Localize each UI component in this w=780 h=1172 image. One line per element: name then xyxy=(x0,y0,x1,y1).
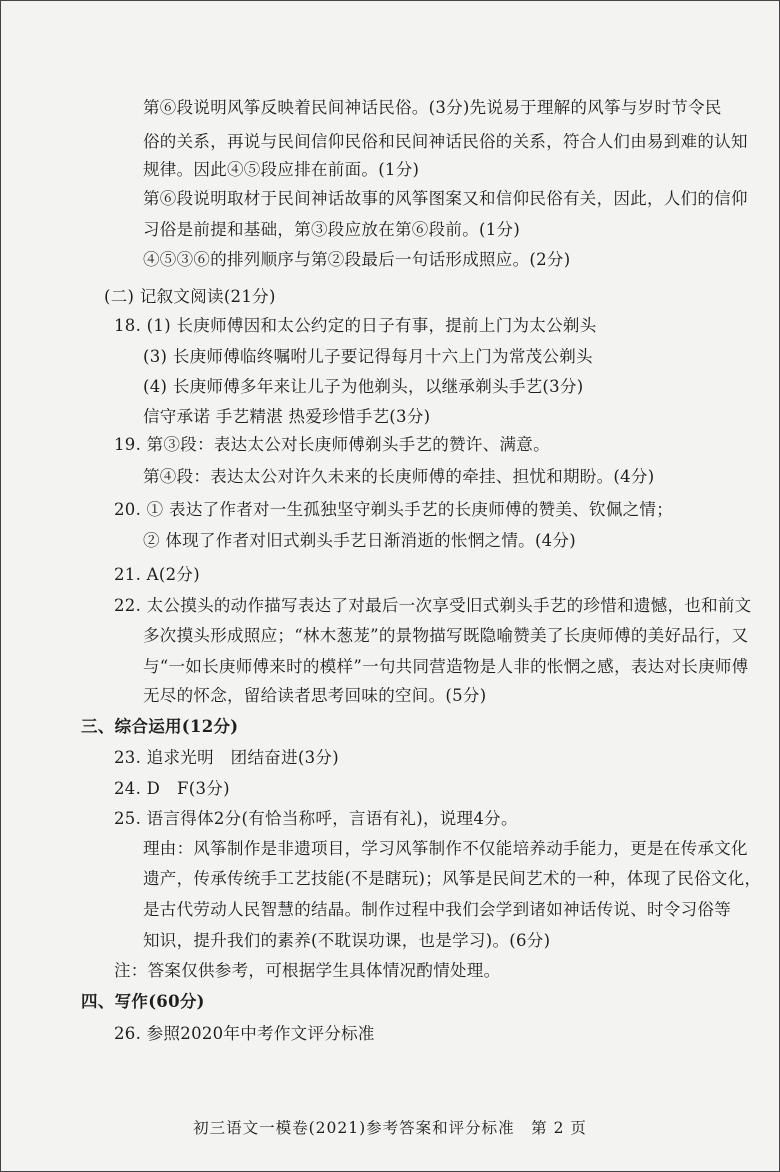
text-line: 知识，提升我们的素养(不耽误功课，也是学习)。(6分) xyxy=(143,931,551,950)
section-heading: 四、写作(60分) xyxy=(81,992,205,1011)
section-heading: (二) 记叙文阅读(21分) xyxy=(104,287,276,306)
text-line: 习俗是前提和基础，第③段应放在第⑥段前。(1分) xyxy=(143,220,521,239)
text-line: 遗产，传承传统手工艺技能(不是瞎玩)；风筝是民间艺术的一种，体现了民俗文化， xyxy=(143,869,762,888)
answer-24: 24. D F(3分) xyxy=(114,779,230,798)
answer-23: 23. 追求光明 团结奋进(3分) xyxy=(114,748,339,767)
answer-22: 22. 太公摸头的动作描写表达了对最后一次享受旧式剃头手艺的珍惜和遗憾，也和前文 xyxy=(114,596,752,615)
text-line: 俗的关系，再说与民间信仰民俗和民间神话民俗的关系，符合人们由易到难的认知 xyxy=(143,132,748,151)
text-line: 无尽的怀念，留给读者思考回味的空间。(5分) xyxy=(143,686,487,705)
text-line: 第④段：表达太公对许久未来的长庚师傅的牵挂、担忧和期盼。(4分) xyxy=(143,467,655,486)
text-line: 与“一如长庚师傅来时的模样”一句共同营造物是人非的怅惘之感，表达对长庚师傅 xyxy=(143,657,749,676)
section-heading: 三、综合运用(12分) xyxy=(81,717,239,736)
answer-19: 19. 第③段：表达太公对长庚师傅剃头手艺的赞许、满意。 xyxy=(114,435,550,454)
text-line: ② 体现了作者对旧式剃头手艺日渐消逝的怅惘之情。(4分) xyxy=(143,531,577,550)
text-line: 第⑥段说明取材于民间神话故事的风筝图案又和信仰民俗有关，因此，人们的信仰 xyxy=(143,189,748,208)
page-footer: 初三语文一模卷(2021)参考答案和评分标准 第 2 页 xyxy=(193,1119,587,1137)
text-line: 规律。因此④⑤段应排在前面。(1分) xyxy=(143,160,420,179)
text-line: (3) 长庚师傅临终嘱咐儿子要记得每月十六上门为常茂公剃头 xyxy=(143,347,593,366)
text-line: (4) 长庚师傅多年来让儿子为他剃头，以继承剃头手艺(3分) xyxy=(143,377,584,396)
text-line: 第⑥段说明风筝反映着民间神话民俗。(3分)先说易于理解的风筝与岁时节令民 xyxy=(143,98,722,117)
answer-26: 26. 参照2020年中考作文评分标准 xyxy=(114,1024,375,1043)
answer-18: 18. (1) 长庚师傅因和太公约定的日子有事，提前上门为太公剃头 xyxy=(114,316,597,335)
answer-25: 25. 语言得体2分(有恰当称呼，言语有礼)，说理4分。 xyxy=(114,809,518,828)
text-line: 是古代劳动人民智慧的结晶。制作过程中我们会学到诸如神话传说、时令习俗等 xyxy=(143,900,731,919)
note-line: 注：答案仅供参考，可根据学生具体情况酌情处理。 xyxy=(114,961,501,980)
text-line: 多次摸头形成照应；“林木葱茏”的景物描写既隐喻赞美了长庚师傅的美好品行，又 xyxy=(143,626,749,645)
text-line: 理由：风筝制作是非遗项目，学习风筝制作不仅能培养动手能力，更是在传承文化 xyxy=(143,839,748,858)
text-line: 信守承诺 手艺精湛 热爱珍惜手艺(3分) xyxy=(143,407,431,426)
answer-21: 21. A(2分) xyxy=(114,565,200,584)
text-line: ④⑤③⑥的排列顺序与第②段最后一句话形成照应。(2分) xyxy=(143,250,571,269)
answer-20: 20. ① 表达了作者对一生孤独坚守剃头手艺的长庚师傅的赞美、钦佩之情； xyxy=(114,500,674,519)
